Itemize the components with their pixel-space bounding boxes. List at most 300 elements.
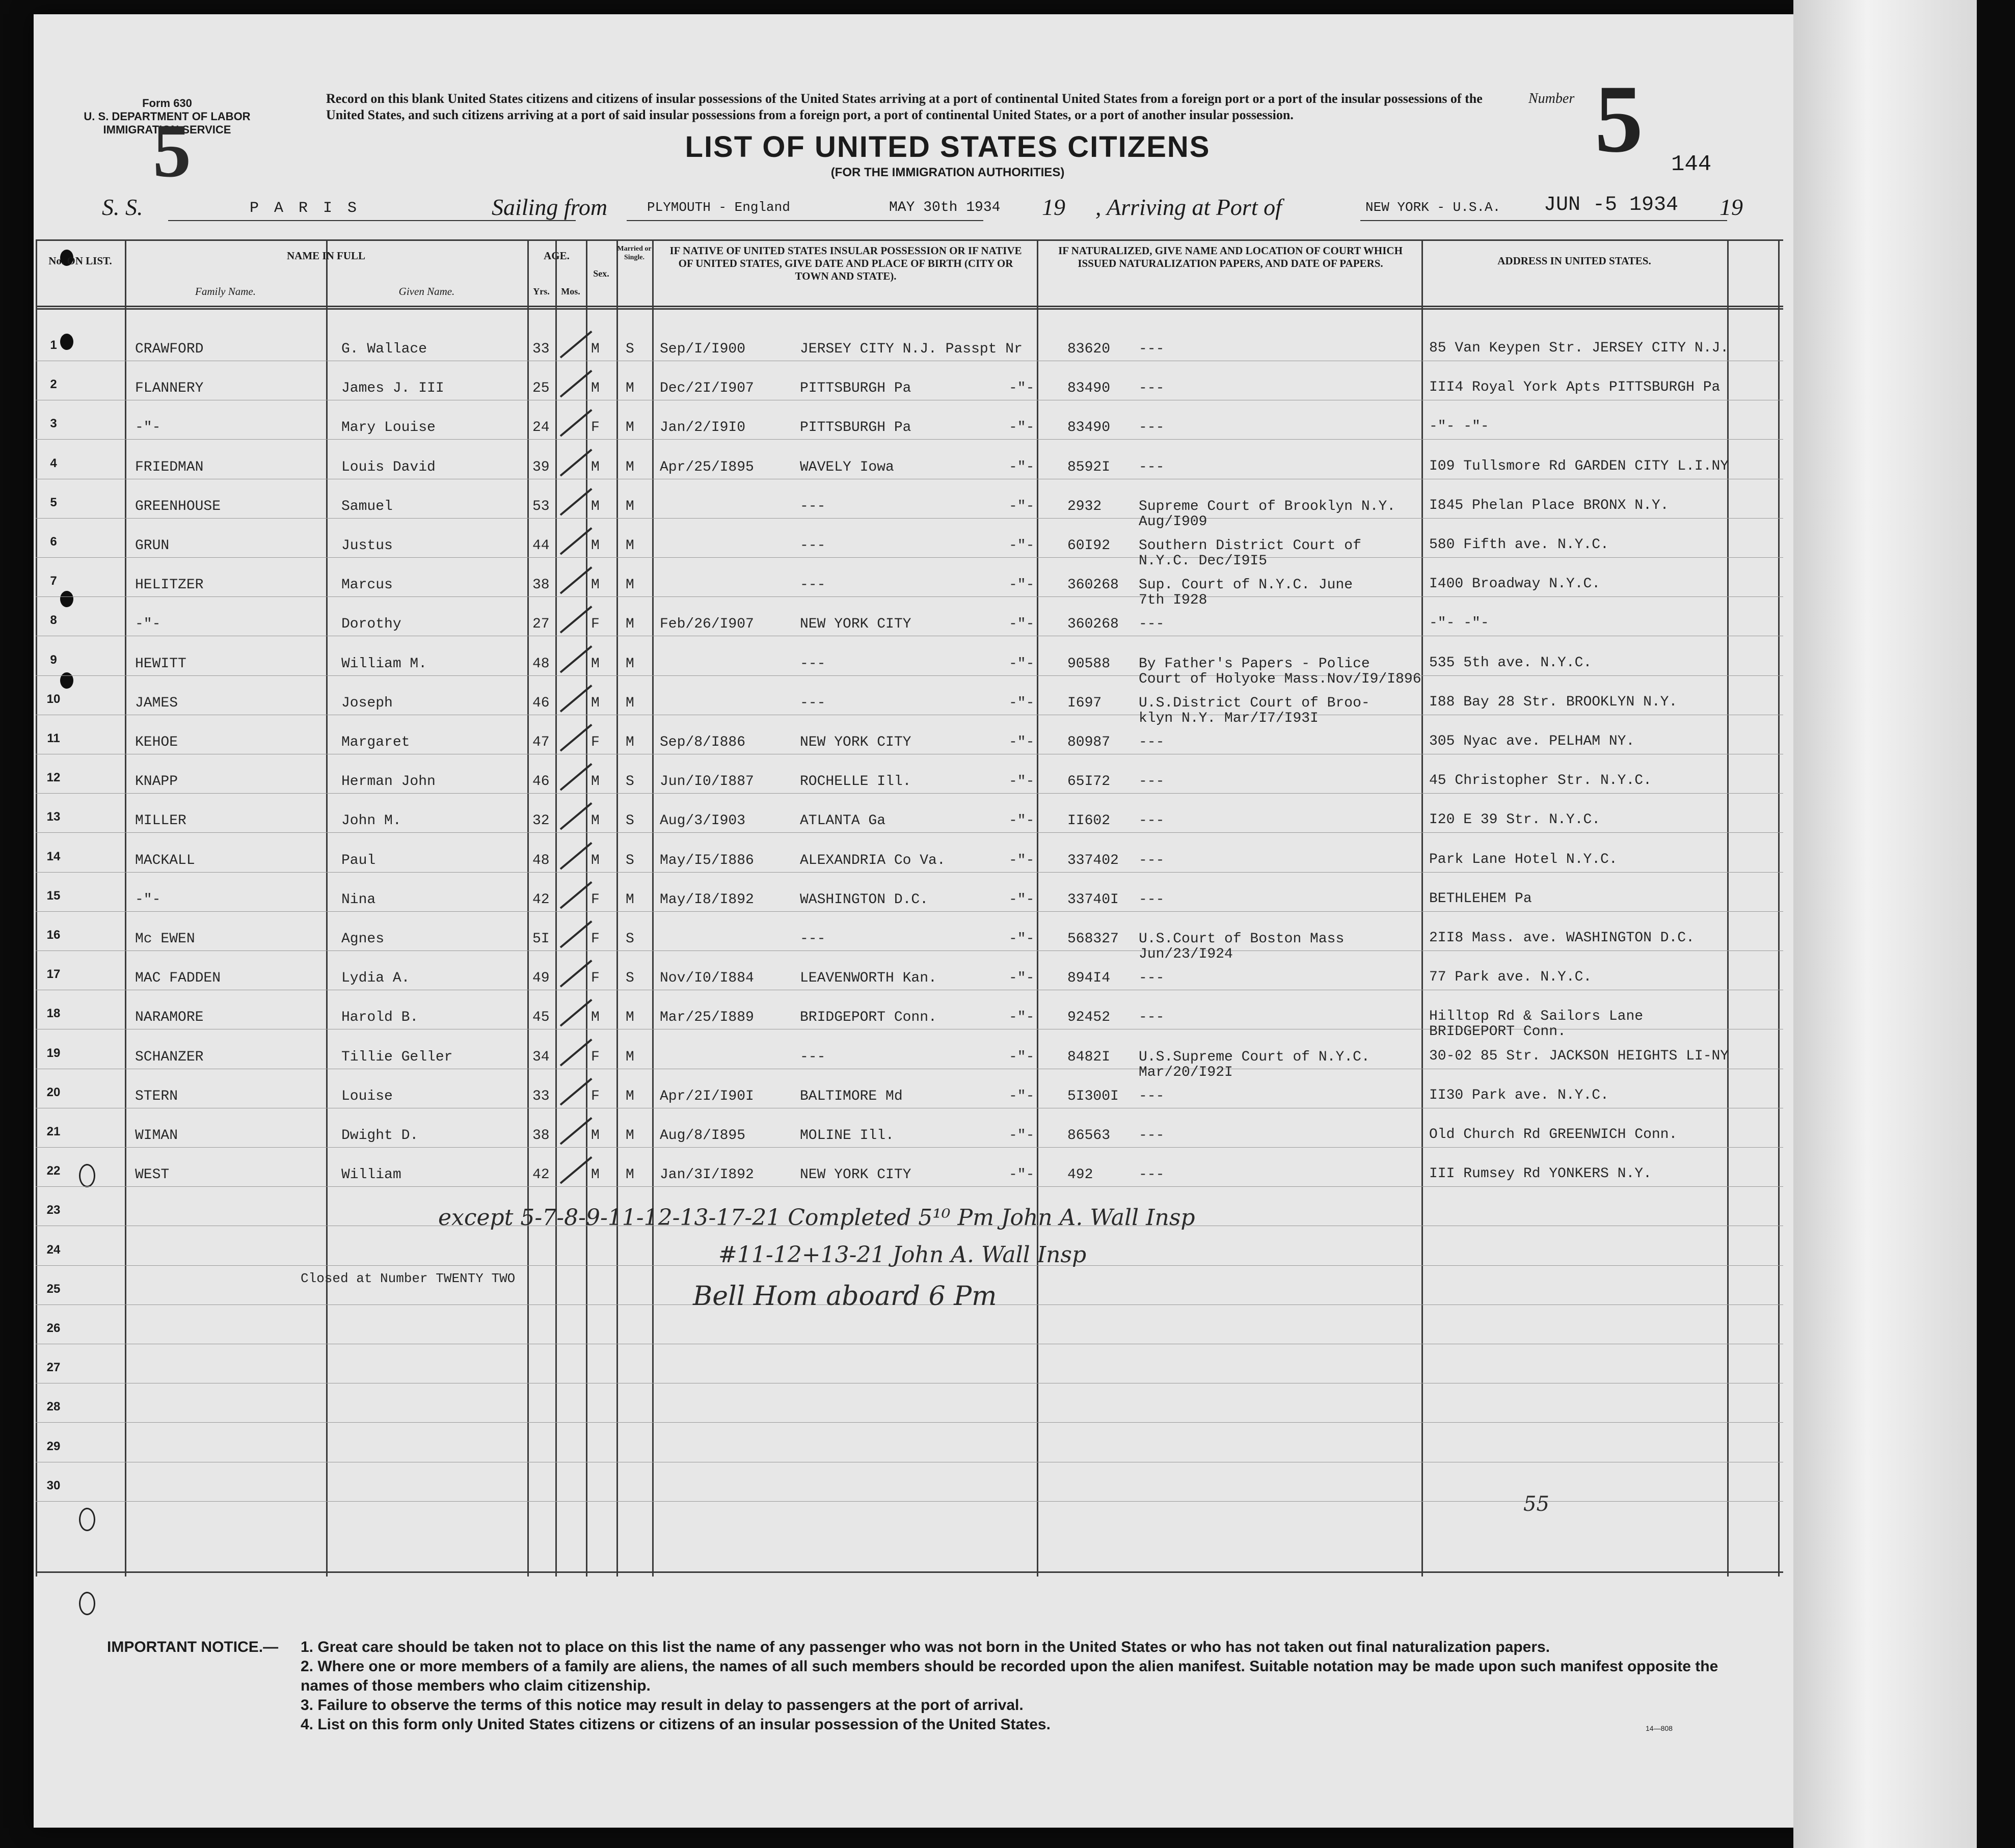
family-name: STERN: [135, 1088, 178, 1104]
birth-place: ROCHELLE Ill.: [800, 774, 911, 790]
naturalization-court: ---: [1139, 774, 1165, 790]
given-name: William: [341, 1167, 401, 1183]
arriving-date: JUN -5 1934: [1544, 194, 1679, 216]
age-years: 25: [532, 381, 550, 397]
marital-status: M: [626, 381, 634, 397]
address: I20 E 39 Str. N.Y.C.: [1429, 812, 1601, 828]
sex: M: [591, 538, 600, 554]
ditto-mark: -"-: [1009, 1049, 1035, 1065]
row-number: 14: [46, 849, 61, 863]
family-name: MILLER: [135, 813, 186, 829]
family-name: FLANNERY: [135, 381, 204, 397]
naturalization-court: ---: [1139, 1167, 1165, 1183]
row-rule: [36, 518, 1783, 519]
family-name: WEST: [135, 1167, 170, 1183]
row-rule: [36, 557, 1783, 558]
address: III Rumsey Rd YONKERS N.Y.: [1429, 1166, 1652, 1182]
sex: F: [591, 891, 600, 908]
ditto-mark: -"-: [1009, 1128, 1035, 1144]
birth-place: WAVELY Iowa: [800, 459, 894, 475]
family-name: MACKALL: [135, 852, 195, 868]
form-number-stamp: 5: [153, 108, 191, 193]
arriving-port: NEW YORK - U.S.A.: [1365, 200, 1501, 215]
age-years: 32: [532, 813, 550, 829]
row-number: 10: [46, 692, 61, 706]
row-rule: [36, 911, 1783, 912]
address: 85 Van Keypen Str. JERSEY CITY N.J.: [1429, 340, 1729, 356]
naturalization-court-2: 7th I928: [1139, 592, 1207, 609]
birth-place: NEW YORK CITY: [800, 735, 911, 750]
row-number: 26: [46, 1321, 61, 1335]
given-name: Tillie Geller: [341, 1049, 453, 1065]
given-name: Louis David: [341, 459, 436, 475]
marital-status: S: [626, 813, 634, 829]
sex: M: [591, 656, 600, 672]
certificate-number: 80987: [1067, 735, 1111, 750]
certificate-number: 8482I: [1067, 1049, 1111, 1065]
given-name: Joseph: [341, 695, 393, 711]
given-name: Dorothy: [341, 616, 401, 633]
row-number: 27: [46, 1361, 61, 1375]
address: -"- -"-: [1429, 419, 1489, 435]
row-rule: [36, 950, 1783, 951]
naturalization-court-2: klyn N.Y. Mar/I7/I93I: [1139, 710, 1319, 726]
marital-status: S: [626, 931, 634, 947]
family-name: HEWITT: [135, 656, 186, 672]
marital-status: M: [626, 1128, 634, 1144]
certificate-number: 83620: [1067, 341, 1111, 357]
birth-date: Dec/2I/I907: [660, 381, 754, 397]
marital-status: M: [626, 1088, 634, 1104]
age-years: 45: [532, 1010, 550, 1026]
given-name: Marcus: [341, 577, 393, 593]
age-years: 33: [532, 1088, 550, 1104]
birth-place: ATLANTA Ga: [800, 813, 886, 829]
row-number: 16: [46, 928, 61, 942]
row-number: 15: [46, 888, 61, 903]
year-prefix: 19: [1042, 194, 1065, 220]
address: -"- -"-: [1429, 615, 1489, 632]
certificate-number: 2932: [1067, 498, 1102, 514]
birth-place: ---: [800, 1049, 826, 1065]
ditto-mark: -"-: [1009, 970, 1035, 987]
marital-status: S: [626, 970, 634, 987]
ditto-mark: -"-: [1009, 1088, 1035, 1104]
naturalization-court-2: Court of Holyoke Mass.Nov/I9/I896: [1139, 671, 1421, 687]
header-naturalized: IF NATURALIZED, GIVE NAME AND LOCATION OF COURT WHICH ISSUED NATURALIZATION PAPERS, AND DATE OF PAPERS.: [1058, 244, 1403, 269]
family-name: -"-: [135, 891, 161, 908]
naturalization-court-2: N.Y.C. Dec/I9I5: [1139, 553, 1268, 569]
sailing-date: MAY 30th 1934: [889, 200, 1001, 215]
header-family-name: Family Name.: [195, 285, 256, 297]
naturalization-court: ---: [1139, 616, 1165, 633]
sex: M: [591, 695, 600, 711]
year-prefix-2: 19: [1720, 194, 1743, 220]
arriving-label: , Arriving at Port of: [1095, 194, 1282, 220]
birth-date: May/I8/I892: [660, 891, 754, 908]
family-name: -"-: [135, 420, 161, 436]
marital-status: M: [626, 735, 634, 750]
family-name: MAC FADDEN: [135, 970, 221, 987]
naturalization-court: ---: [1139, 735, 1165, 750]
sex: M: [591, 341, 600, 357]
notice-item: 1. Great care should be taken not to place on this list the name of any passenger who was not born in the United States or who has not taken out final naturalization papers.: [301, 1639, 1550, 1655]
birth-date: Jan/3I/I892: [660, 1167, 754, 1183]
given-name: Louise: [341, 1088, 393, 1104]
birth-date: Feb/26/I907: [660, 616, 754, 633]
address: I400 Broadway N.Y.C.: [1429, 576, 1601, 592]
marital-status: S: [626, 774, 634, 790]
age-years: 27: [532, 616, 550, 633]
row-rule: [36, 832, 1783, 833]
address: I845 Phelan Place BRONX N.Y.: [1429, 497, 1669, 513]
address: 580 Fifth ave. N.Y.C.: [1429, 537, 1609, 553]
naturalization-court: ---: [1139, 1128, 1165, 1144]
given-name: Paul: [341, 852, 376, 868]
address: Hilltop Rd & Sailors Lane: [1429, 1009, 1644, 1025]
naturalization-court: ---: [1139, 970, 1165, 987]
family-name: GREENHOUSE: [135, 498, 221, 514]
number-value: 5: [1595, 66, 1643, 173]
birth-place: LEAVENWORTH Kan.: [800, 970, 937, 987]
row-number: 28: [46, 1400, 61, 1414]
row-number: 8: [50, 613, 57, 628]
family-name: KNAPP: [135, 774, 178, 790]
age-years: 49: [532, 970, 550, 987]
sheet-edge: [1793, 0, 1977, 1848]
family-name: FRIEDMAN: [135, 459, 204, 475]
given-name: Samuel: [341, 498, 393, 514]
age-years: 46: [532, 695, 550, 711]
birth-place: ---: [800, 695, 826, 711]
ditto-mark: -"-: [1009, 735, 1035, 750]
ss-label: S. S.: [102, 194, 143, 220]
ditto-mark: -"-: [1009, 1010, 1035, 1026]
row-number: 9: [50, 653, 57, 667]
age-years: 24: [532, 420, 550, 436]
family-name: JAMES: [135, 695, 178, 711]
address: 2II8 Mass. ave. WASHINGTON D.C.: [1429, 930, 1695, 946]
row-number: 30: [46, 1478, 61, 1492]
row-number: 12: [46, 771, 61, 785]
sex: M: [591, 381, 600, 397]
ditto-mark: -"-: [1009, 420, 1035, 436]
ditto-mark: -"-: [1009, 852, 1035, 868]
sex: F: [591, 420, 600, 436]
birth-place: PITTSBURGH Pa: [800, 381, 911, 397]
notice-item: 2. Where one or more members of a family are aliens, the names of all such members should be recorded upon the alien manifest. Suitable notation may be made upon such manifest opposite the names of those members who claim citizenship.: [301, 1658, 1718, 1694]
given-name: Mary Louise: [341, 420, 436, 436]
sex: F: [591, 735, 600, 750]
row-rule: [36, 1147, 1783, 1148]
punch-hole: [79, 1592, 95, 1615]
row-number: 22: [46, 1164, 61, 1178]
age-years: 42: [532, 891, 550, 908]
header-sex: Sex.: [593, 268, 609, 279]
certificate-number: 894I4: [1067, 970, 1111, 987]
birth-date: Apr/2I/I90I: [660, 1088, 754, 1104]
certificate-number: I697: [1067, 695, 1102, 711]
given-name: Harold B.: [341, 1010, 419, 1026]
certificate-number: 86563: [1067, 1128, 1111, 1144]
certificate-number: 360268: [1067, 616, 1119, 633]
sailing-label: Sailing from: [492, 194, 608, 220]
sex: M: [591, 1128, 600, 1144]
row-number: 18: [46, 1007, 61, 1021]
header-mos: Mos.: [561, 286, 580, 296]
sex: M: [591, 498, 600, 514]
naturalization-court-2: Mar/20/I92I: [1139, 1064, 1233, 1080]
certificate-number: 8592I: [1067, 459, 1111, 475]
birth-place: ---: [800, 538, 826, 554]
naturalization-court-2: Jun/23/I924: [1139, 946, 1233, 962]
family-name: -"-: [135, 616, 161, 633]
header-married-single: Married or Single.: [617, 245, 652, 261]
header-given-name: Given Name.: [398, 285, 455, 297]
marital-status: M: [626, 538, 634, 554]
birth-place: MOLINE Ill.: [800, 1128, 894, 1144]
header-age: AGE.: [544, 250, 570, 262]
sex: M: [591, 1167, 600, 1183]
ditto-mark: -"-: [1009, 931, 1035, 947]
birth-place: BALTIMORE Md: [800, 1088, 903, 1104]
birth-date: Aug/8/I895: [660, 1128, 746, 1144]
birth-date: Sep/I/I900: [660, 341, 746, 357]
notice-item: 3. Failure to observe the terms of this notice may result in delay to passengers at the port of arrival.: [301, 1697, 1024, 1714]
sex: M: [591, 774, 600, 790]
row-number: 11: [47, 731, 60, 745]
naturalization-court: ---: [1139, 420, 1165, 436]
birth-place: ---: [800, 498, 826, 514]
marital-status: M: [626, 891, 634, 908]
marital-status: M: [626, 420, 634, 436]
sex: M: [591, 813, 600, 829]
marital-status: M: [626, 577, 634, 593]
naturalization-court: Supreme Court of Brooklyn N.Y.: [1139, 498, 1396, 514]
naturalization-court: U.S.District Court of Broo-: [1139, 695, 1370, 711]
department-label: U. S. DEPARTMENT OF LABOR: [84, 110, 251, 123]
certificate-number: 337402: [1067, 852, 1119, 868]
address: 30-02 85 Str. JACKSON HEIGHTS LI-NY: [1429, 1048, 1729, 1064]
instructions-text: Record on this blank United States citizens and citizens of insular possessions of the United States arriving at a port of continental United States from a foreign port or a port of the insular possessions of the United States, and such citizens arriving at a port of said insular possessions from a foreign port, a port of continental United States, or a port of another insular possession.: [326, 91, 1483, 122]
service-label: IMMIGRATION SERVICE: [103, 123, 231, 136]
birth-date: Aug/3/I903: [660, 813, 746, 829]
birth-place: ---: [800, 656, 826, 672]
family-name: KEHOE: [135, 735, 178, 750]
birth-place: ---: [800, 577, 826, 593]
birth-date: Sep/8/I886: [660, 735, 746, 750]
row-number: 24: [46, 1242, 61, 1257]
header-yrs: Yrs.: [533, 286, 550, 296]
age-years: 5I: [532, 931, 550, 947]
naturalization-court: ---: [1139, 813, 1165, 829]
form-label: Form 630: [142, 97, 192, 110]
family-name: SCHANZER: [135, 1049, 204, 1065]
handwritten-note-3: Bell Hom aboard 6 Pm: [693, 1281, 997, 1312]
marital-status: M: [626, 1049, 634, 1065]
page-subtitle: (FOR THE IMMIGRATION AUTHORITIES): [830, 166, 1065, 179]
age-years: 42: [532, 1167, 550, 1183]
row-rule: [36, 596, 1783, 597]
birth-place: NEW YORK CITY: [800, 1167, 911, 1183]
row-number: 5: [50, 495, 57, 509]
age-years: 44: [532, 538, 550, 554]
naturalization-court: U.S.Court of Boston Mass: [1139, 931, 1345, 947]
address-2: BRIDGEPORT Conn.: [1429, 1024, 1566, 1040]
ditto-mark: -"-: [1009, 1167, 1035, 1183]
naturalization-court: ---: [1139, 381, 1165, 397]
ditto-mark: -"-: [1009, 695, 1035, 711]
given-name: G. Wallace: [341, 341, 427, 357]
handwritten-note-1: except 5-7-8-9-11-12-13-17-21 Completed 5¹⁰ Pm John A. Wall Insp: [438, 1205, 1195, 1231]
birth-place: NEW YORK CITY: [800, 616, 911, 633]
certificate-number: 492: [1067, 1167, 1093, 1183]
closed-note: Closed at Number TWENTY TWO: [301, 1271, 516, 1286]
birth-date: Nov/I0/I884: [660, 970, 754, 987]
given-name: Dwight D.: [341, 1128, 419, 1144]
given-name: Herman John: [341, 774, 436, 790]
marital-status: M: [626, 1167, 634, 1183]
ditto-mark: -"-: [1009, 616, 1035, 633]
row-number: 2: [50, 377, 57, 392]
family-name: WIMAN: [135, 1128, 178, 1144]
row-number: 13: [46, 810, 61, 824]
sex: F: [591, 1088, 600, 1104]
row-rule: [36, 793, 1783, 794]
row-number: 3: [50, 417, 57, 431]
age-years: 48: [532, 656, 550, 672]
given-name: Justus: [341, 538, 393, 554]
ditto-mark: -"-: [1009, 891, 1035, 908]
naturalization-court: ---: [1139, 891, 1165, 908]
family-name: GRUN: [135, 538, 170, 554]
naturalization-court: ---: [1139, 341, 1165, 357]
row-rule: [36, 872, 1783, 873]
age-years: 38: [532, 577, 550, 593]
certificate-number: 92452: [1067, 1010, 1111, 1026]
sailing-from: PLYMOUTH - England: [647, 200, 790, 215]
age-years: 46: [532, 774, 550, 790]
family-name: Mc EWEN: [135, 931, 195, 947]
certificate-number: 65I72: [1067, 774, 1111, 790]
naturalization-court: Sup. Court of N.Y.C. June: [1139, 577, 1353, 593]
row-rule: [36, 1186, 1783, 1187]
marital-status: M: [626, 656, 634, 672]
row-number: 4: [50, 456, 57, 470]
sex: F: [591, 616, 600, 633]
page-title: LIST OF UNITED STATES CITIZENS: [685, 130, 1211, 164]
row-number: 19: [46, 1046, 61, 1060]
address: Park Lane Hotel N.Y.C.: [1429, 851, 1618, 867]
naturalization-court: By Father's Papers - Police: [1139, 656, 1370, 672]
age-years: 34: [532, 1049, 550, 1065]
sex: M: [591, 1010, 600, 1026]
birth-date: Jan/2/I9I0: [660, 420, 746, 436]
naturalization-court: ---: [1139, 852, 1165, 868]
certificate-number: 5I300I: [1067, 1088, 1119, 1104]
certificate-number: 33740I: [1067, 891, 1119, 908]
ditto-mark: -"-: [1009, 381, 1035, 397]
address: BETHLEHEM Pa: [1429, 890, 1532, 907]
ditto-mark: -"-: [1009, 498, 1035, 514]
certificate-number: II602: [1067, 813, 1111, 829]
birth-place: PITTSBURGH Pa: [800, 420, 911, 436]
marital-status: M: [626, 695, 634, 711]
family-name: NARAMORE: [135, 1010, 204, 1026]
naturalization-court-2: Aug/I909: [1139, 513, 1207, 530]
row-number: 23: [46, 1203, 61, 1217]
naturalization-court: ---: [1139, 459, 1165, 475]
birth-date: Jun/I0/I887: [660, 774, 754, 790]
birth-place: JERSEY CITY N.J. Passpt Nr: [800, 341, 1023, 357]
sex: F: [591, 970, 600, 987]
certificate-number: 83490: [1067, 420, 1111, 436]
row-rule: [36, 1422, 1783, 1423]
voyage-line: [102, 194, 1773, 229]
naturalization-court: Southern District Court of: [1139, 538, 1361, 554]
address: II30 Park ave. N.Y.C.: [1429, 1087, 1609, 1103]
age-years: 33: [532, 341, 550, 357]
certificate-number: 568327: [1067, 931, 1119, 947]
citizens-table: [36, 239, 1783, 1577]
row-number: 29: [46, 1439, 61, 1453]
given-name: John M.: [341, 813, 401, 829]
sex: M: [591, 577, 600, 593]
marital-status: S: [626, 341, 634, 357]
address: I09 Tullsmore Rd GARDEN CITY L.I.NY: [1429, 458, 1729, 474]
birth-date: Apr/25/I895: [660, 459, 754, 475]
marital-status: M: [626, 616, 634, 633]
sex: F: [591, 931, 600, 947]
address: 535 5th ave. N.Y.C.: [1429, 655, 1592, 671]
page-number: 144: [1671, 152, 1712, 177]
birth-place: ALEXANDRIA Co Va.: [800, 852, 946, 868]
naturalization-court: ---: [1139, 1088, 1165, 1104]
ditto-mark: -"-: [1009, 538, 1035, 554]
ditto-mark: -"-: [1009, 813, 1035, 829]
sex: M: [591, 459, 600, 475]
form-code: 14—808: [1646, 1724, 1673, 1732]
header-native: IF NATIVE OF UNITED STATES INSULAR POSSESSION OR IF NATIVE OF UNITED STATES, GIVE DATE AND PLACE OF BIRTH (CITY OR TOWN AND STATE).: [669, 244, 1022, 282]
address: III4 Royal York Apts PITTSBURGH Pa: [1429, 379, 1721, 396]
header-address: ADDRESS IN UNITED STATES.: [1497, 255, 1651, 267]
age-years: 53: [532, 498, 550, 514]
given-name: Agnes: [341, 931, 385, 947]
address: 45 Christopher Str. N.Y.C.: [1429, 773, 1652, 789]
sex: F: [591, 1049, 600, 1065]
given-name: William M.: [341, 656, 427, 672]
given-name: Margaret: [341, 735, 410, 750]
ditto-mark: -"-: [1009, 656, 1035, 672]
ditto-mark: -"-: [1009, 459, 1035, 475]
sex: M: [591, 852, 600, 868]
marital-status: M: [626, 459, 634, 475]
notice-heading: IMPORTANT NOTICE.—: [107, 1639, 279, 1655]
address: I88 Bay 28 Str. BROOKLYN N.Y.: [1429, 694, 1678, 710]
birth-place: BRIDGEPORT Conn.: [800, 1010, 937, 1026]
certificate-number: 90588: [1067, 656, 1111, 672]
naturalization-court: ---: [1139, 1010, 1165, 1026]
age-years: 39: [532, 459, 550, 475]
notice-item: 4. List on this form only United States citizens or citizens of an insular possession of the United States.: [301, 1716, 1051, 1733]
handwritten-note-2: #11-12+13-21 John A. Wall Insp: [718, 1242, 1087, 1268]
given-name: Nina: [341, 891, 376, 908]
stamp-number: 55: [1523, 1492, 1549, 1516]
ditto-mark: -"-: [1009, 577, 1035, 593]
marital-status: M: [626, 498, 634, 514]
address: 77 Park ave. N.Y.C.: [1429, 969, 1592, 986]
row-number: 21: [46, 1125, 61, 1138]
